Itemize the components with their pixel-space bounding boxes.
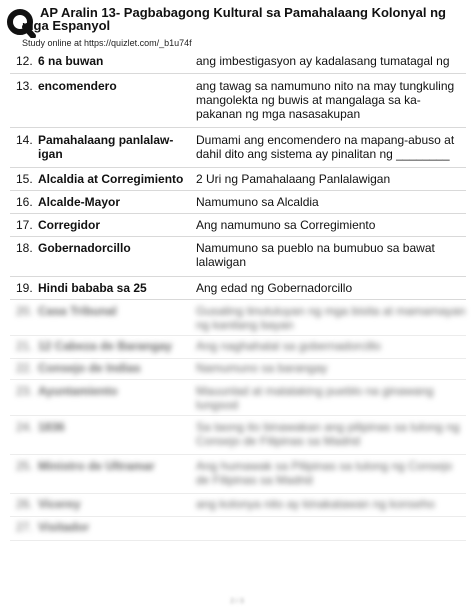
row-number: 19. — [16, 281, 33, 295]
document-title: AP Aralin 13- Pagbabagong Kultural sa Pamahalaang Kolonyal ng mga Espanyol — [22, 5, 446, 33]
row-number: 22. — [16, 361, 33, 375]
table-row — [10, 190, 466, 214]
row-definition: Ang namumuno sa Corregimiento — [196, 218, 376, 232]
row-number: 17. — [16, 218, 33, 232]
row-number: 21. — [16, 339, 33, 353]
row-number: 26. — [16, 497, 33, 511]
row-term: Ayuntamiento — [38, 384, 118, 398]
row-definition: Ang humawak sa Pilipinas sa tulong ng Consejo de Filipinas sa Madrid — [196, 459, 453, 487]
row-number: 14. — [16, 133, 33, 147]
row-number: 15. — [16, 172, 33, 186]
row-number: 20. — [16, 304, 33, 318]
row-term: Gobernadorcillo — [38, 241, 131, 255]
table-row — [10, 415, 466, 455]
table-row — [10, 493, 466, 517]
row-term: Vicerey — [38, 497, 81, 511]
table-row — [10, 51, 466, 74]
row-term: Consejo de Indias — [38, 361, 141, 375]
row-number: 24. — [16, 420, 33, 434]
row-definition: ang tawag sa namumuno nito na may tungkuling mangolekta ng buwis at mangalaga sa ka-pakanan ng mga nasasakupan — [196, 79, 455, 121]
row-definition: 2 Uri ng Pamahalaang Panlalawigan — [196, 172, 391, 186]
row-definition: Gusaling tinutuluyan ng mga bisita at mamamayan ng kanilang bayan — [196, 304, 466, 332]
row-number: 12. — [16, 54, 33, 68]
row-number: 13. — [16, 79, 33, 93]
row-definition: Mauunlad at malalaking pueblo na ginawang lungsod — [196, 384, 434, 412]
row-definition: ang kolonya nito ay kinakatawan ng konseho — [196, 497, 435, 511]
row-number: 18. — [16, 241, 33, 255]
table-row — [10, 167, 466, 191]
row-term: 6 na buwan — [38, 54, 104, 68]
row-term: Alcaldia at Corregimiento — [38, 172, 184, 186]
row-term: Casa Tribunal — [38, 304, 117, 318]
row-number: 23. — [16, 384, 33, 398]
page-header — [0, 0, 474, 52]
row-term: encomendero — [38, 79, 117, 93]
table-row — [10, 73, 466, 128]
row-definition: Ang edad ng Gobernadorcillo — [196, 281, 353, 295]
row-term: Pamahalaang panlalaw-igan — [38, 133, 174, 161]
table-row — [10, 236, 466, 277]
row-definition: ang imbestigasyon ay kadalasang tumatagal ng — [196, 54, 450, 68]
row-term: Visitador — [38, 520, 90, 534]
table-row — [10, 276, 466, 300]
row-definition: Namumuno sa barangay — [196, 361, 328, 375]
table-row — [10, 454, 466, 494]
row-term: 1836 — [38, 420, 65, 434]
row-number: 27. — [16, 520, 33, 534]
row-term: Ministro de Ultramar — [38, 459, 155, 473]
row-term: Hindi bababa sa 25 — [38, 281, 147, 295]
table-row — [10, 335, 466, 359]
row-definition: Dumami ang encomendero na mapang-abuso at dahil dito ang sistema ay pinalitan ng ________ — [196, 133, 455, 161]
row-definition: Namumuno sa Alcaldia — [196, 195, 319, 209]
row-term: Corregidor — [38, 218, 101, 232]
row-number: 16. — [16, 195, 33, 209]
table-row — [10, 516, 466, 541]
row-definition: Sa taong ito binawakan ang pilipinas sa tulong ng Consejo de Filipinas sa Madrid — [196, 420, 460, 448]
table-row — [10, 358, 466, 380]
page-number: 2 / 3 — [230, 598, 244, 605]
row-term: Alcalde-Mayor — [38, 195, 121, 209]
table-row — [10, 299, 466, 336]
row-term: 12 Cabeza de Barangay — [38, 339, 173, 353]
row-definition: Ang naghahalal sa gobernadorcillo — [196, 339, 381, 353]
table-row — [10, 213, 466, 237]
table-row — [10, 127, 466, 168]
row-number: 25. — [16, 459, 33, 473]
study-link[interactable]: Study online at https://quizlet.com/_b1u74f — [22, 38, 192, 48]
row-definition: Namumuno sa pueblo na bumubuo sa bawat lalawigan — [196, 241, 435, 269]
table-row — [10, 379, 466, 416]
